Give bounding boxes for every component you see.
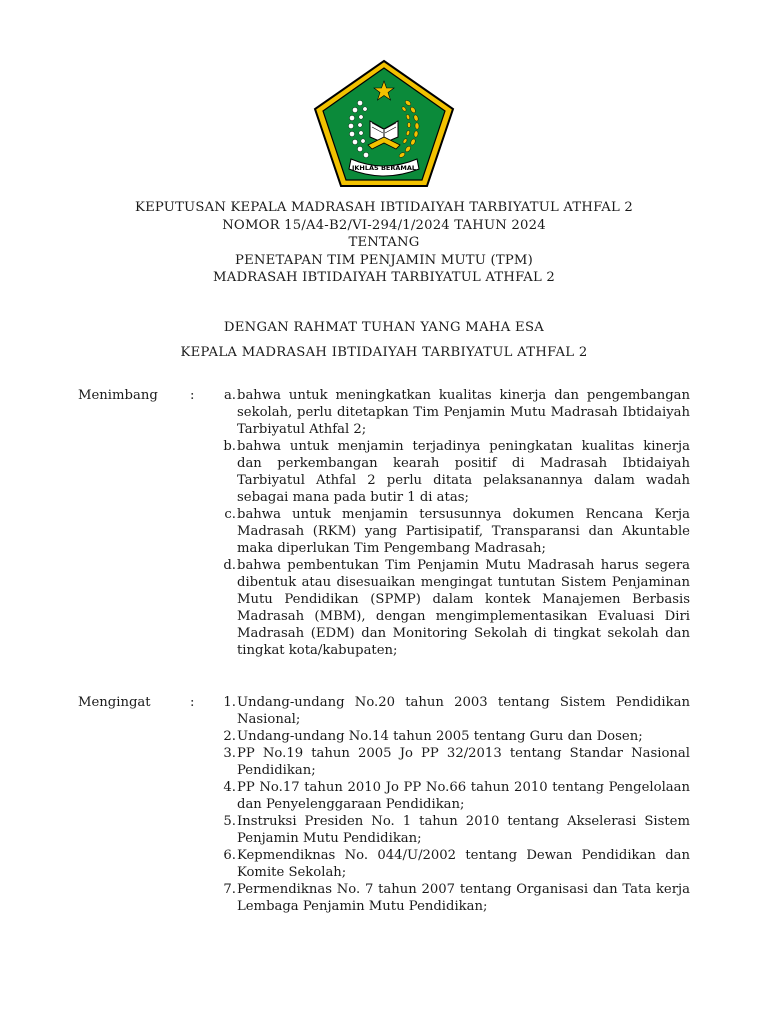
menimbang-item — [78, 506, 690, 557]
header-line-4: PENETAPAN TIM PENJAMIN MUTU (TPM) — [235, 252, 533, 268]
document-header — [0, 199, 768, 287]
item-text: Undang-undang No.20 tahun 2003 tentang Sistem Pendidikan Nasional; — [237, 695, 690, 727]
kemenag-emblem-icon — [313, 59, 455, 188]
item-marker: 2. — [223, 729, 236, 744]
item-text: PP No.19 tahun 2005 Jo PP 32/2013 tentang Standar Nasional Pendidikan; — [237, 746, 690, 778]
mengingat-item — [78, 728, 690, 745]
mengingat-item — [78, 881, 690, 915]
item-text: bahwa pembentukan Tim Penjamin Mutu Madrasah harus segera dibentuk atau disesuaikan mengingat tuntutan Sistem Penjaminan Mutu Pendidikan (SPMP) dalam kontek Manajemen Berbasis Madrasah (MBM), dengan mengimplementasikan Evaluasi Diri Madrasah (EDM) dan Monitoring Sekolah di tingkat sekolah dan tingkat kota/kabupaten; — [237, 558, 690, 658]
item-text: PP No.17 tahun 2010 Jo PP No.66 tahun 2010 tentang Pengelolaan dan Penyelenggaraan Pendidikan; — [237, 780, 690, 812]
mengingat-colon: : — [190, 695, 195, 710]
item-marker: 4. — [223, 780, 236, 795]
header-line-3: TENTANG — [348, 235, 420, 250]
item-text: Undang-undang No.14 tahun 2005 tentang Guru dan Dosen; — [237, 729, 643, 744]
header-line-5: MADRASAH IBTIDAIYAH TARBIYATUL ATHFAL 2 — [213, 270, 555, 285]
item-text: bahwa untuk menjamin tersusunnya dokumen Rencana Kerja Madrasah (RKM) yang Partisipatif, Transparansi dan Akuntable maka diperlukan Tim Pengembang Madrasah; — [237, 507, 690, 556]
header-line-2: NOMOR 15/A4-B2/VI-294/1/2024 TAHUN 2024 — [222, 217, 546, 233]
mengingat-section — [78, 694, 690, 915]
item-marker: 5. — [223, 814, 236, 829]
item-text: Instruksi Presiden No. 1 tahun 2010 tentang Akselerasi Sistem Penjamin Mutu Pendidikan; — [237, 814, 690, 846]
item-text: Kepmendiknas No. 044/U/2002 tentang Dewan Pendidikan dan Komite Sekolah; — [237, 848, 690, 880]
opening-line-1: DENGAN RAHMAT TUHAN YANG MAHA ESA — [223, 320, 545, 335]
item-marker: b. — [223, 439, 236, 454]
item-marker: 6. — [223, 848, 236, 863]
item-marker: 7. — [223, 882, 236, 897]
mengingat-item — [78, 847, 690, 881]
item-marker: c. — [224, 507, 236, 522]
header-line-1: KEPUTUSAN KEPALA MADRASAH IBTIDAIYAH TARBIYATUL ATHFAL 2 — [135, 200, 633, 215]
item-text: bahwa untuk meningkatkan kualitas kinerja dan pengembangan sekolah, perlu ditetapkan Tim Penjamin Mutu Madrasah Ibtidaiyah Tarbiyatul Athfal 2; — [237, 388, 690, 437]
menimbang-item — [78, 438, 690, 506]
menimbang-label: Menimbang — [78, 388, 158, 403]
mengingat-item — [78, 694, 690, 728]
mengingat-item — [78, 745, 690, 779]
menimbang-section — [78, 387, 690, 659]
menimbang-item — [78, 387, 690, 438]
logo-motto: IKHLAS BERAMAL — [351, 164, 417, 172]
menimbang-colon: : — [190, 388, 195, 403]
item-marker: 1. — [223, 695, 236, 710]
item-text: bahwa untuk menjamin terjadinya peningkatan kualitas kinerja dan perkembangan kearah positif di Madrasah Ibtidaiyah Tarbiyatul Athfal 2 perlu ditata pelaksanannya dalam wadah sebagai mana pada butir 1 di atas; — [237, 439, 690, 505]
item-marker: 3. — [223, 746, 236, 761]
item-marker: a. — [223, 388, 236, 403]
item-text: Permendiknas No. 7 tahun 2007 tentang Organisasi dan Tata kerja Lembaga Penjamin Mutu Pendidikan; — [237, 882, 690, 914]
opening-line-2: KEPALA MADRASAH IBTIDAIYAH TARBIYATUL ATHFAL 2 — [180, 345, 588, 360]
mengingat-item — [78, 813, 690, 847]
item-marker: d. — [223, 558, 236, 573]
menimbang-item — [78, 557, 690, 659]
mengingat-label: Mengingat — [78, 695, 151, 710]
mengingat-item — [78, 779, 690, 813]
